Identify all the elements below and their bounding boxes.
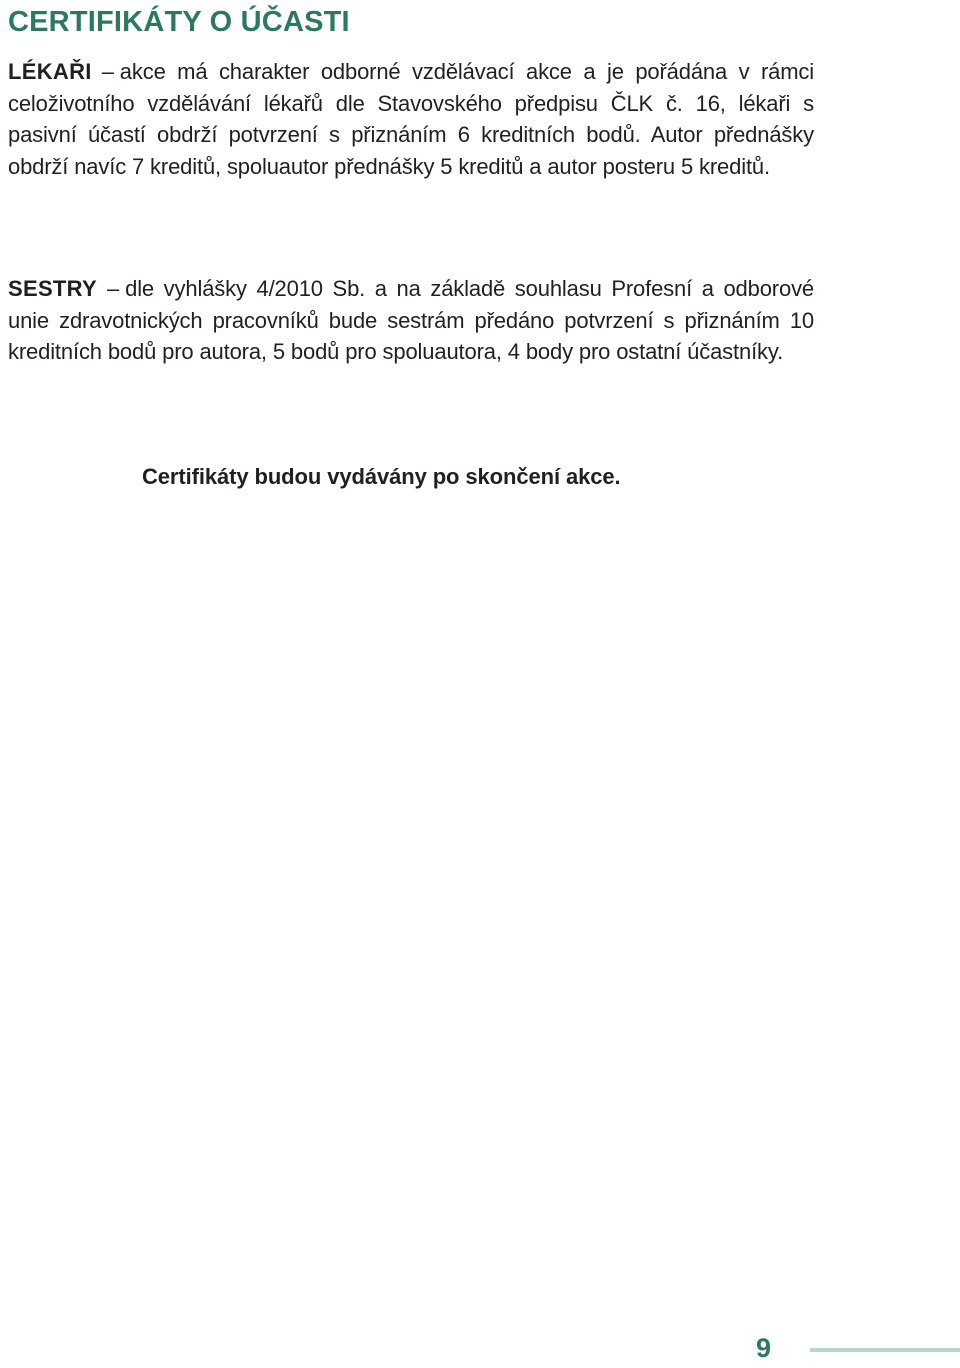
doctors-text: akce má charakter odborné vzdělávací akce a je pořádána v rámci celoživotního vzdělávání lékařů dle Stavovského předpisu ČLK č. 16, lékaři s pasivní účastí obdrží potvrzení s přiznáním 6 kreditních bodů. Autor přednášky obdrží navíc 7 kreditů, spoluautor přednášky 5 kreditů a autor posteru 5 kreditů. [8,59,814,179]
certificate-note: Certifikáty budou vydávány po skončení akce. [142,464,621,489]
nurses-term: SESTRY [8,276,98,301]
page-number: 9 [756,1333,772,1363]
doctors-term: LÉKAŘI [8,59,92,84]
page-title: CERTIFIKÁTY O ÚČASTI [8,6,350,38]
nurses-text: dle vyhlášky 4/2010 Sb. a na základě souhlasu Profesní a odborové unie zdravotnických pracovníků bude sestrám předáno potvrzení s přiznáním 10 kreditních bodů pro autora, 5 bodů pro spoluautora, 4 body pro ostatní účastníky. [8,276,814,364]
nurses-dash: – [107,276,120,301]
doctors-paragraph [8,56,814,182]
nurses-paragraph [8,273,814,368]
footer-rule [810,1348,960,1352]
doctors-dash: – [101,59,114,84]
